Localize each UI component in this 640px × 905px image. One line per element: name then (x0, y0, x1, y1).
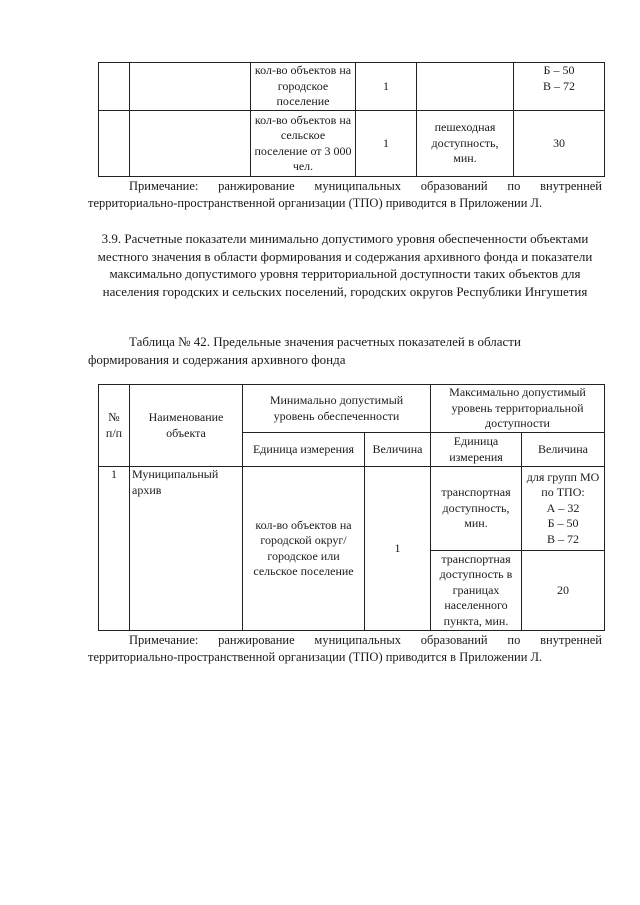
table-caption: Таблица № 42. Предельные значения расчетных показателей в области формирования и содержания архивного фонда (88, 334, 521, 367)
row-min-value: 1 (365, 467, 431, 631)
header-num: № п/п (99, 385, 130, 467)
row-name: Муниципальный архив (130, 467, 243, 631)
row-num: 1 (99, 467, 130, 631)
note-1-line-2: территориально-пространственной организации (ТПО) приводится в Приложении Л. (88, 196, 543, 210)
table-cell (417, 63, 514, 111)
section-heading: 3.9. Расчетные показатели минимально допустимого уровня обеспеченности объектами местного значения в области формирования и содержания архивного фонда и показатели максимально допустимого уровня территориальной доступности таких объектов для населения городских и сельских поселений, городских округов Республики Ингушетия (97, 231, 593, 299)
header-name: Наименование объекта (130, 385, 243, 467)
header-max-group: Максимально допустимый уровень территориальной доступности (431, 385, 605, 433)
row-max-unit-2: транспортная доступность в границах населенного пункта, мин. (431, 551, 522, 631)
note-1 (88, 178, 602, 212)
row-max-value-2: 20 (522, 551, 605, 631)
note-2 (88, 632, 602, 666)
header-unit-2: Единица измерения (431, 433, 522, 467)
table-cell: кол-во объектов на городское поселение (251, 63, 356, 111)
table-header-row (99, 385, 605, 433)
table-cell: 30 (514, 111, 605, 177)
table-cell: Б – 50 В – 72 (514, 63, 605, 111)
table-row (99, 467, 605, 551)
header-value: Величина (365, 433, 431, 467)
continued-table (98, 62, 605, 177)
note-1-line-1: Примечание: ранжирование муниципальных образований по внутренней (129, 179, 602, 193)
note-2-line-2: территориально-пространственной организации (ТПО) приводится в Приложении Л. (88, 650, 543, 664)
header-min-group: Минимально допустимый уровень обеспеченности (243, 385, 431, 433)
table-cell: пешеходная доступность, мин. (417, 111, 514, 177)
header-unit: Единица измерения (243, 433, 365, 467)
table-cell: 1 (356, 111, 417, 177)
table-row (99, 63, 605, 111)
table-cell: 1 (356, 63, 417, 111)
table-cell: кол-во объектов на сельское поселение от 3 000 чел. (251, 111, 356, 177)
row-min-unit: кол-во объектов на городской округ/городское или сельское поселение (243, 467, 365, 631)
row-max-unit-1: транспортная доступность, мин. (431, 467, 522, 551)
table-42 (98, 384, 605, 631)
row-max-value-1: для групп МО по ТПО: А – 32 Б – 50 В – 72 (522, 467, 605, 551)
header-value-2: Величина (522, 433, 605, 467)
table-row (99, 111, 605, 177)
note-2-line-1: Примечание: ранжирование муниципальных образований по внутренней (129, 633, 602, 647)
